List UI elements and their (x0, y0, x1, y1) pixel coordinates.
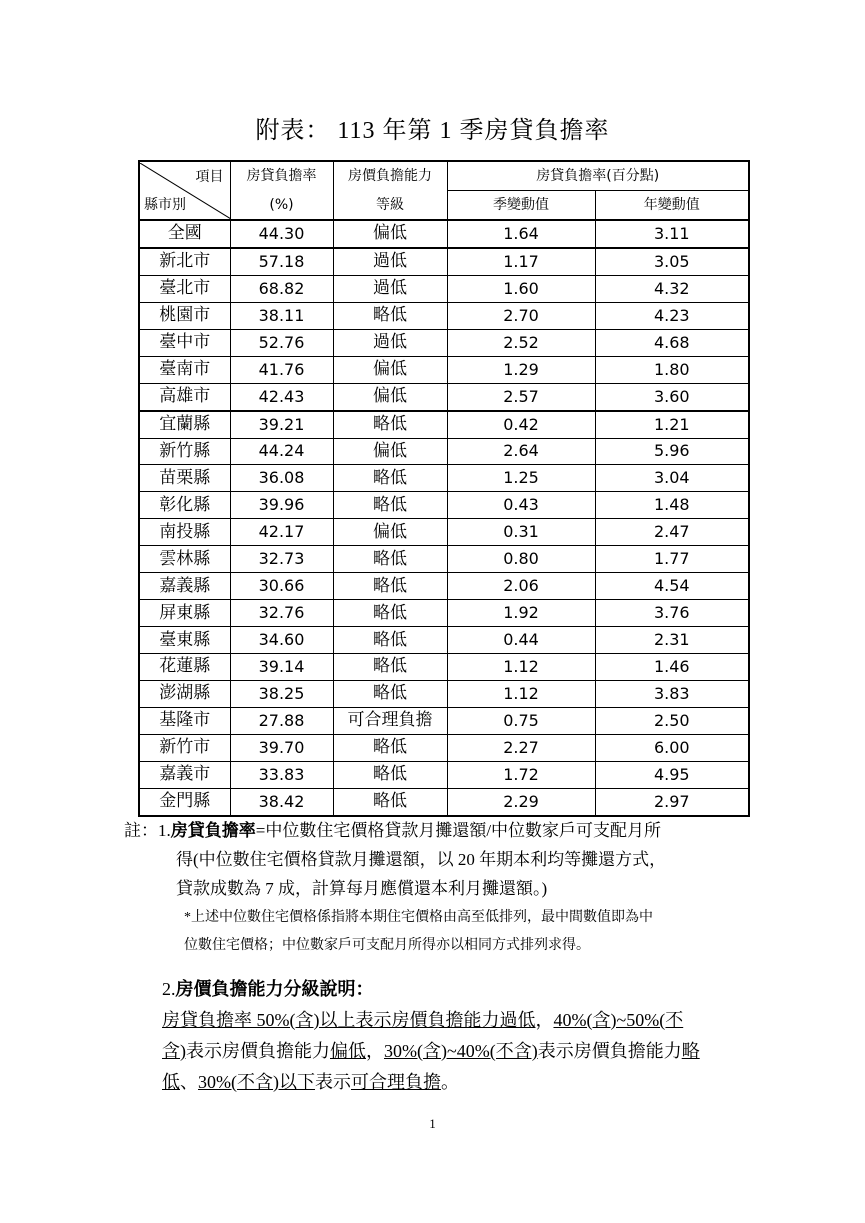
diag-top-label: 項目 (195, 168, 224, 185)
ratio-value: 38.25 (230, 680, 333, 707)
note-2-num: 2. (162, 979, 176, 999)
table-row (139, 220, 749, 248)
note-1-line-2: 得(中位數住宅價格貸款月攤還額，以 20 年期本利均等攤還方式， (176, 850, 667, 869)
table-row (139, 707, 749, 734)
affordability-table (138, 160, 750, 817)
table-row (139, 573, 749, 600)
qoq-value: 0.80 (447, 546, 595, 573)
ratio-value: 30.66 (230, 573, 333, 600)
yoy-value: 4.23 (595, 302, 749, 329)
table-row (139, 248, 749, 275)
qoq-value: 1.12 (447, 680, 595, 707)
n2-l1-a: 房貸負擔率 50%(含)以上表示房價負擔能力 (162, 1010, 500, 1030)
yoy-value: 4.32 (595, 275, 749, 302)
table-row (139, 383, 749, 410)
ratio-value: 42.43 (230, 383, 333, 410)
n2-l1-c: ， (535, 1010, 554, 1030)
ratio-value: 42.17 (230, 519, 333, 546)
ratio-value: 34.60 (230, 627, 333, 654)
note-2-title (162, 974, 374, 1004)
county-name: 臺北市 (139, 275, 230, 302)
header-yoy: 年變動值 (595, 191, 749, 221)
qoq-value: 2.57 (447, 383, 595, 410)
table-row (139, 761, 749, 788)
level-value: 略低 (333, 573, 447, 600)
table-row (139, 492, 749, 519)
level-value: 過低 (333, 275, 447, 302)
n2-l3-b: 、 (180, 1072, 198, 1092)
page-title: 附表： 113 年第 1 季房貸負擔率 (255, 118, 610, 144)
table-body (139, 220, 749, 816)
county-name: 嘉義縣 (139, 573, 230, 600)
level-value: 過低 (333, 248, 447, 275)
qoq-value: 1.29 (447, 356, 595, 383)
n2-l3-c: 30%(不含)以下 (198, 1072, 315, 1092)
qoq-value: 2.29 (447, 788, 595, 815)
n2-l1-d: 40%(含)~50%(不 (553, 1010, 684, 1030)
level-value: 略低 (333, 761, 447, 788)
note-1-rest: =中位數住宅價格貸款月攤還額/中位數家戶可支配月所 (255, 821, 662, 840)
level-value: 略低 (333, 546, 447, 573)
yoy-value: 3.05 (595, 248, 749, 275)
page-number: 1 (429, 1116, 436, 1131)
qoq-value: 0.31 (447, 519, 595, 546)
level-value: 略低 (333, 465, 447, 492)
ratio-value: 44.30 (230, 220, 333, 248)
yoy-value: 2.50 (595, 707, 749, 734)
n2-l2-c: 偏低 (330, 1041, 366, 1061)
ratio-value: 33.83 (230, 761, 333, 788)
ratio-value: 39.96 (230, 492, 333, 519)
ratio-value: 32.76 (230, 600, 333, 627)
county-name: 全國 (139, 220, 230, 248)
yoy-value: 1.77 (595, 546, 749, 573)
yoy-value: 4.68 (595, 329, 749, 356)
table-row (139, 329, 749, 356)
diagonal-header-cell (139, 161, 230, 220)
qoq-value: 0.44 (447, 627, 595, 654)
county-name: 屏東縣 (139, 600, 230, 627)
qoq-value: 2.64 (447, 438, 595, 465)
yoy-value: 5.96 (595, 438, 749, 465)
county-name: 南投縣 (139, 519, 230, 546)
header-level-2: 等級 (333, 191, 447, 221)
county-name: 宜蘭縣 (139, 411, 230, 438)
n2-l3-e: 可合理負擔 (350, 1072, 441, 1092)
ratio-value: 38.11 (230, 302, 333, 329)
ratio-value: 52.76 (230, 329, 333, 356)
level-value: 略低 (333, 788, 447, 815)
header-ratio-1: 房貸負擔率 (230, 161, 333, 191)
table-row (139, 546, 749, 573)
yoy-value: 4.95 (595, 761, 749, 788)
note-2-line-2 (162, 1036, 700, 1066)
level-value: 略低 (333, 302, 447, 329)
county-name: 雲林縣 (139, 546, 230, 573)
qoq-value: 0.42 (447, 411, 595, 438)
qoq-value: 1.17 (447, 248, 595, 275)
county-name: 新竹市 (139, 734, 230, 761)
ratio-value: 27.88 (230, 707, 333, 734)
county-name: 新北市 (139, 248, 230, 275)
note-1-small-1: *上述中位數住宅價格係指將本期住宅價格由高至低排列，最中間數值即為中 (184, 910, 653, 925)
n2-l2-d: ， (366, 1041, 384, 1061)
qoq-value: 1.60 (447, 275, 595, 302)
level-value: 過低 (333, 329, 447, 356)
yoy-value: 3.76 (595, 600, 749, 627)
county-name: 彰化縣 (139, 492, 230, 519)
qoq-value: 0.75 (447, 707, 595, 734)
level-value: 偏低 (333, 438, 447, 465)
yoy-value: 1.80 (595, 356, 749, 383)
ratio-value: 68.82 (230, 275, 333, 302)
yoy-value: 3.04 (595, 465, 749, 492)
n2-l2-a: 含) (162, 1041, 186, 1061)
yoy-value: 1.48 (595, 492, 749, 519)
n2-l3-f: 。 (440, 1072, 459, 1092)
qoq-value: 2.06 (447, 573, 595, 600)
county-name: 澎湖縣 (139, 680, 230, 707)
note-1-small-2: 位數住宅價格；中位數家戶可支配月所得亦以相同方式排列求得。 (184, 938, 590, 953)
qoq-value: 2.27 (447, 734, 595, 761)
header-qoq: 季變動值 (447, 191, 595, 221)
level-value: 偏低 (333, 356, 447, 383)
county-name: 臺中市 (139, 329, 230, 356)
level-value: 略低 (333, 680, 447, 707)
note-1-line-1 (124, 816, 661, 846)
diag-bottom-label: 縣市別 (144, 196, 186, 213)
table-row (139, 356, 749, 383)
note-prefix: 註：1. (124, 821, 171, 840)
yoy-value: 2.47 (595, 519, 749, 546)
yoy-value: 1.21 (595, 411, 749, 438)
yoy-value: 3.83 (595, 680, 749, 707)
county-name: 金門縣 (139, 788, 230, 815)
level-value: 可合理負擔 (333, 707, 447, 734)
note-2-title-text: 房價負擔能力分級說明： (175, 979, 374, 999)
qoq-value: 1.25 (447, 465, 595, 492)
county-name: 臺東縣 (139, 627, 230, 654)
ratio-value: 38.42 (230, 788, 333, 815)
level-value: 偏低 (333, 383, 447, 410)
county-name: 花蓮縣 (139, 654, 230, 681)
n2-l2-g: 略 (681, 1041, 700, 1061)
yoy-value: 2.31 (595, 627, 749, 654)
qoq-value: 2.52 (447, 329, 595, 356)
yoy-value: 2.97 (595, 788, 749, 815)
n2-l2-f: 表示房價負擔能力 (537, 1041, 682, 1061)
ratio-value: 32.73 (230, 546, 333, 573)
county-name: 基隆市 (139, 707, 230, 734)
ratio-value: 57.18 (230, 248, 333, 275)
county-name: 高雄市 (139, 383, 230, 410)
table-row (139, 275, 749, 302)
level-value: 略低 (333, 411, 447, 438)
ratio-value: 39.14 (230, 654, 333, 681)
level-value: 略低 (333, 627, 447, 654)
yoy-value: 4.54 (595, 573, 749, 600)
table-row (139, 788, 749, 815)
qoq-value: 1.72 (447, 761, 595, 788)
county-name: 苗栗縣 (139, 465, 230, 492)
table-row (139, 519, 749, 546)
n2-l3-d: 表示 (314, 1072, 351, 1092)
yoy-value: 3.11 (595, 220, 749, 248)
level-value: 略低 (333, 600, 447, 627)
note-1-line-3: 貸款成數為 7 成，計算每月應償還本利月攤還額。) (176, 879, 548, 898)
county-name: 新竹縣 (139, 438, 230, 465)
table-row (139, 734, 749, 761)
level-value: 略低 (333, 734, 447, 761)
ratio-value: 39.21 (230, 411, 333, 438)
table-row (139, 438, 749, 465)
level-value: 偏低 (333, 220, 447, 248)
ratio-value: 44.24 (230, 438, 333, 465)
n2-l3-a: 低 (162, 1072, 180, 1092)
qoq-value: 1.92 (447, 600, 595, 627)
header-change: 房貸負擔率(百分點) (447, 161, 749, 191)
level-value: 偏低 (333, 519, 447, 546)
level-value: 略低 (333, 492, 447, 519)
n2-l1-b: 過低 (499, 1010, 536, 1030)
ratio-value: 41.76 (230, 356, 333, 383)
yoy-value: 3.60 (595, 383, 749, 410)
header-level-1: 房價負擔能力 (333, 161, 447, 191)
table-row (139, 411, 749, 438)
qoq-value: 1.12 (447, 654, 595, 681)
ratio-value: 36.08 (230, 465, 333, 492)
table-header-row-1 (139, 161, 749, 191)
table-row (139, 302, 749, 329)
n2-l2-e: 30%(含)~40%(不含) (384, 1041, 538, 1061)
ratio-value: 39.70 (230, 734, 333, 761)
county-name: 嘉義市 (139, 761, 230, 788)
header-ratio-2: (%) (230, 191, 333, 221)
county-name: 桃園市 (139, 302, 230, 329)
n2-l2-b: 表示房價負擔能力 (186, 1041, 330, 1061)
qoq-value: 2.70 (447, 302, 595, 329)
table-row (139, 465, 749, 492)
level-value: 略低 (333, 654, 447, 681)
qoq-value: 1.64 (447, 220, 595, 248)
county-name: 臺南市 (139, 356, 230, 383)
table-row (139, 680, 749, 707)
qoq-value: 0.43 (447, 492, 595, 519)
table-row (139, 627, 749, 654)
table-row (139, 600, 749, 627)
yoy-value: 1.46 (595, 654, 749, 681)
note-1-bold: 房貸負擔率 (170, 821, 256, 840)
yoy-value: 6.00 (595, 734, 749, 761)
note-2-line-1 (162, 1005, 683, 1035)
note-2-line-3 (162, 1067, 459, 1097)
table-row (139, 654, 749, 681)
